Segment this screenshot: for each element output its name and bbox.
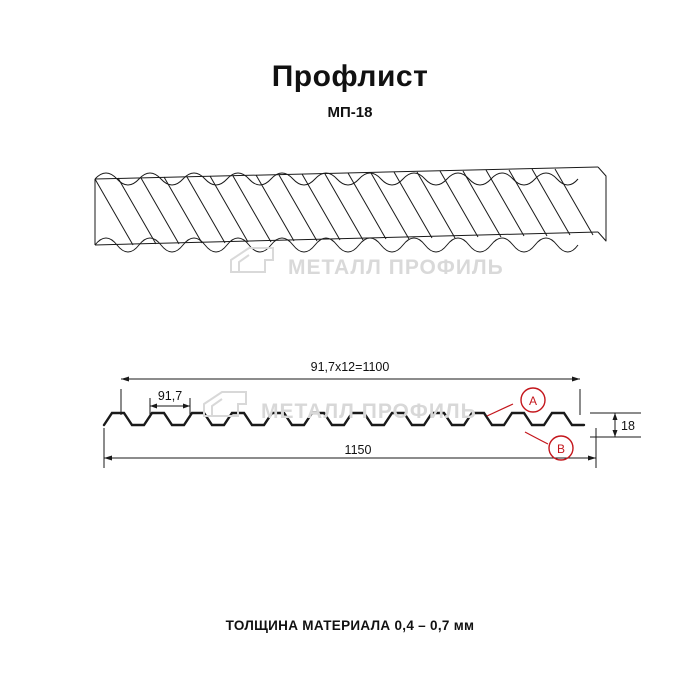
product-code: МП-18 <box>327 104 373 121</box>
dim-label-bottom-span: 1150 <box>344 443 372 457</box>
dim-label-pitch: 91,7 <box>157 389 183 403</box>
watermark-upper <box>231 248 504 279</box>
sheet-3d-view <box>95 167 606 252</box>
material-thickness-note: ТОЛЩИНА МАТЕРИАЛА 0,4 – 0,7 мм <box>225 618 475 633</box>
callout-b-label: B <box>556 442 566 456</box>
callout-a-label: A <box>528 394 538 408</box>
dim-label-top-span: 91,7x12=1100 <box>310 360 390 374</box>
watermark-text-lower: МЕТАЛЛ ПРОФИЛЬ <box>261 400 477 423</box>
watermark-text-upper: МЕТАЛЛ ПРОФИЛЬ <box>288 256 504 279</box>
dim-label-height: 18 <box>621 419 635 433</box>
page-title: Профлист <box>271 60 429 93</box>
watermark-lower <box>204 392 477 423</box>
callout-b <box>525 432 573 460</box>
